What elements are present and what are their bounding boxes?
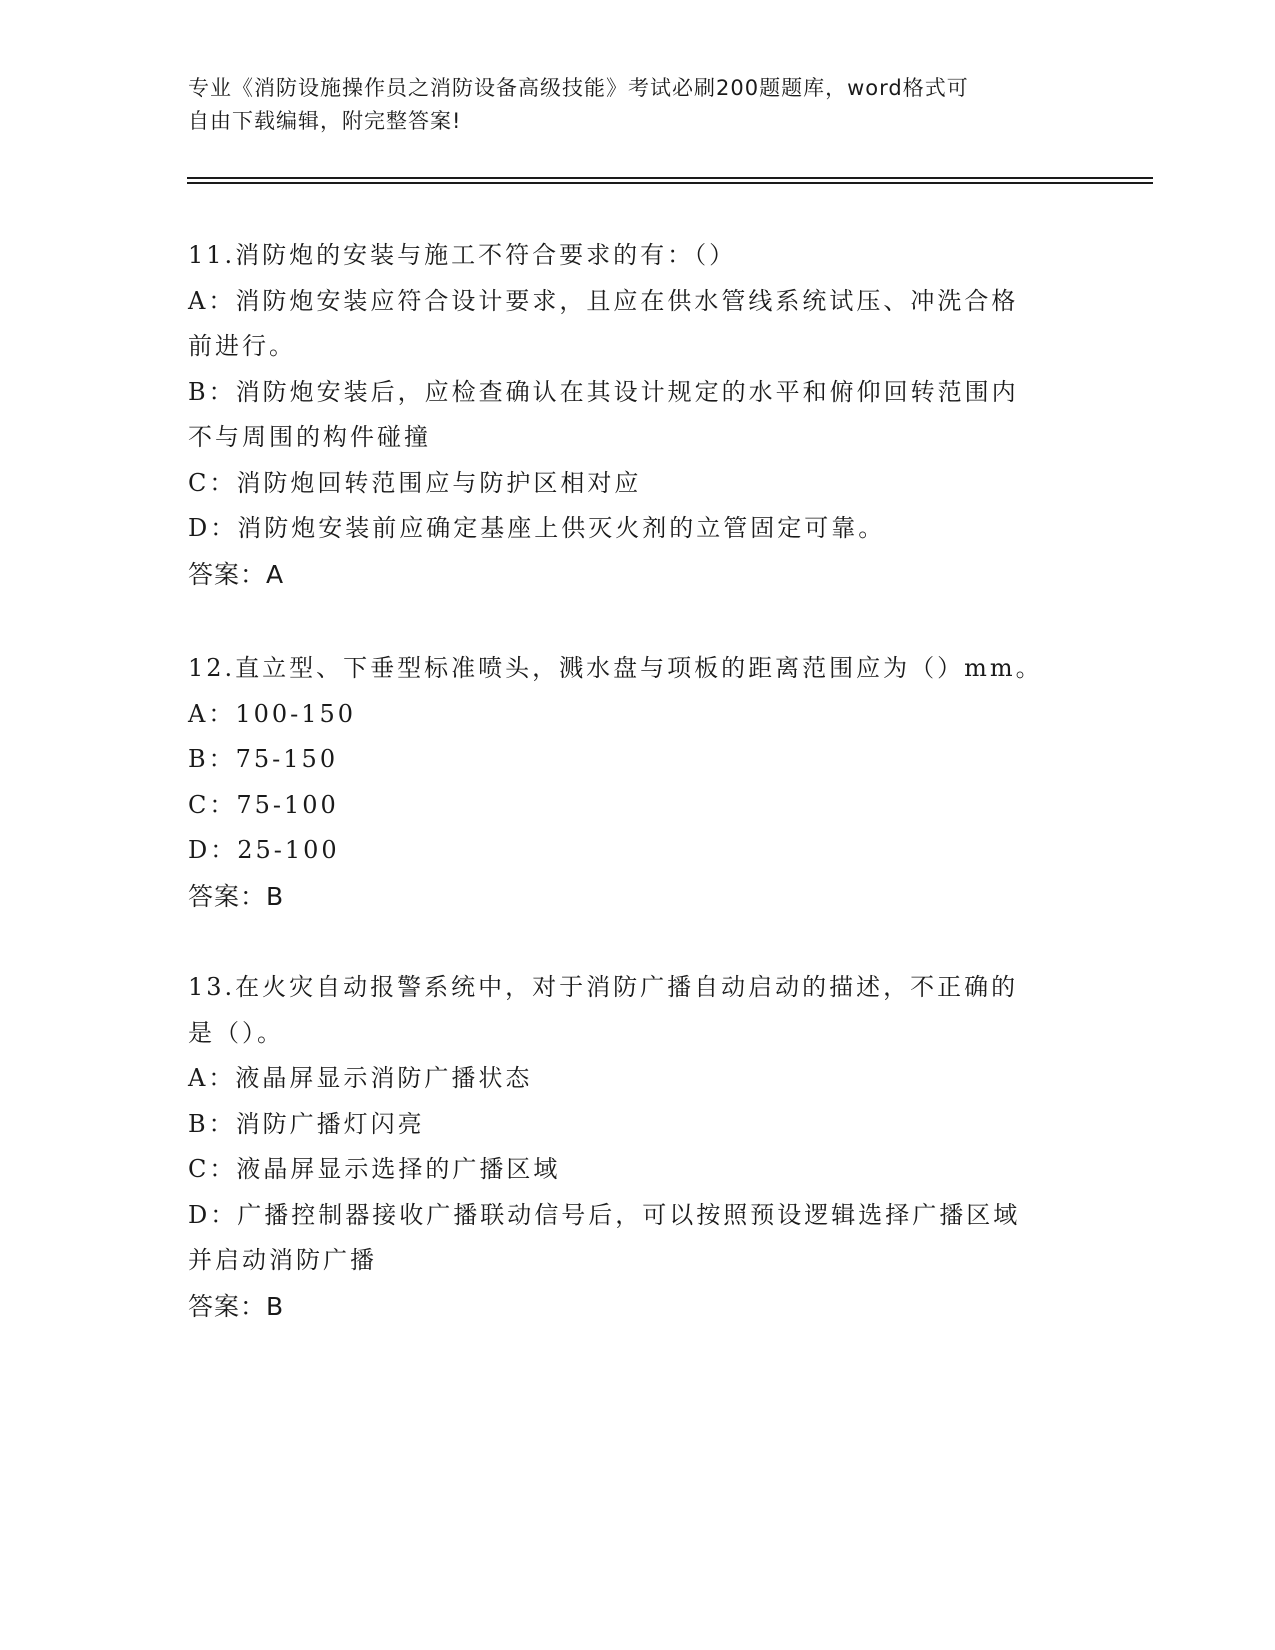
question-stem-continued: 是（）。 <box>188 1018 284 1047</box>
question-stem: 13.在火灾自动报警系统中，对于消防广播自动启动的描述，不正确的 <box>188 973 1019 1001</box>
option-d-continued: 并启动消防广播 <box>188 1246 377 1274</box>
header-divider-top <box>187 177 1153 179</box>
option-d: D：25-100 <box>188 836 340 864</box>
document-header <box>188 72 1088 138</box>
option-a: A：消防炮安装应符合设计要求，且应在供水管线系统试压、冲洗合格 <box>188 286 1019 315</box>
option-b: B：消防炮安装后，应检查确认在其设计规定的水平和俯仰回转范围内 <box>188 377 1019 406</box>
option-a: A：液晶屏显示消防广播状态 <box>188 1064 533 1092</box>
option-c: C：75-100 <box>188 790 339 819</box>
question-stem: 12.直立型、下垂型标准喷头，溅水盘与项板的距离范围应为（）mm。 <box>188 654 1043 682</box>
question-12 <box>188 646 1088 919</box>
option-c: C：液晶屏显示选择的广播区域 <box>188 1155 561 1183</box>
question-11 <box>188 233 1088 597</box>
answer: 答案：B <box>188 881 285 911</box>
answer: 答案：A <box>188 559 285 589</box>
option-d: D：广播控制器接收广播联动信号后，可以按照预设逻辑选择广播区域 <box>188 1200 1021 1229</box>
question-stem: 11.消防炮的安装与施工不符合要求的有：（） <box>188 241 737 269</box>
header-line-2: 自由下载编辑，附完整答案! <box>188 109 462 133</box>
option-a: A：100-150 <box>188 699 357 728</box>
question-13 <box>188 965 1088 1329</box>
option-c: C：消防炮回转范围应与防护区相对应 <box>188 468 642 497</box>
header-line-1: 专业《消防设施操作员之消防设备高级技能》考试必刷200题题库，word格式可 <box>188 76 969 100</box>
option-b: B：消防广播灯闪亮 <box>188 1109 425 1138</box>
option-a-continued: 前进行。 <box>188 332 296 360</box>
option-d: D：消防炮安装前应确定基座上供灭火剂的立管固定可靠。 <box>188 514 886 542</box>
option-b: B：75-150 <box>188 745 339 773</box>
answer: 答案：B <box>188 1291 285 1321</box>
header-divider-bottom <box>187 182 1153 184</box>
option-b-continued: 不与周围的构件碰撞 <box>188 423 431 451</box>
